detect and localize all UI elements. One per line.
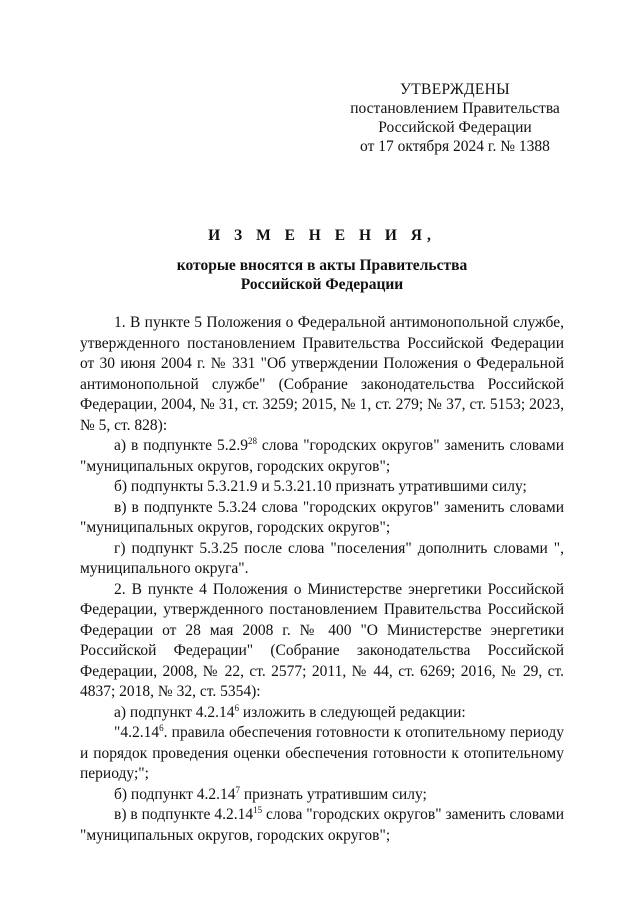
title-main: И З М Е Н Е Н И Я, [208, 227, 436, 244]
paragraph-text: "4.2.14 [114, 724, 160, 741]
paragraph [80, 477, 564, 498]
title-sub-2: Российской Федерации [240, 276, 404, 293]
superscript: 15 [253, 804, 263, 815]
paragraph [80, 498, 564, 539]
paragraph [80, 723, 564, 785]
paragraph-text: 1. В пункте 5 Положения о Федеральной антимонопольной службе, утвержденного постановлением Правительства Российской Федерации от 30 июня 2004 г. № 331 "Об утверждении Положения о Федеральной антимонопольной службе" (Собрание законодательства Российской Федерации, 2004, № 31, ст. 3259; 2015, № 1, ст. 279; № 37, ст. 5153; 2023, № 5, ст. 828): [80, 314, 564, 434]
paragraph [80, 580, 564, 703]
paragraph-text-cont: признать утратившим силу; [239, 785, 427, 803]
paragraph-text: а) подпункт 4.2.14 [114, 703, 235, 721]
approval-line-3: от 17 октября 2024 г. № 1388 [360, 138, 550, 155]
paragraph [80, 785, 564, 806]
paragraph-text-cont: изложить в следующей редакции: [238, 703, 466, 721]
paragraph-text: в) в подпункте 5.3.24 слова "городских округов" заменить словами "муниципальных округов, городских округов"; [80, 498, 564, 536]
approval-line-2: Российской Федерации [378, 119, 532, 136]
document-body [80, 313, 564, 846]
paragraph-text: 2. В пункте 4 Положения о Министерстве энергетики Российской Федерации, утвержденного постановлением Правительства Российской Федерации от 28 мая 2008 г. № 400 "О Министерстве энергетики Российской Федерации" (Собрание законодательства Российской Федерации, 2008, № 22, ст. 2577; 2011, № 44, ст. 6269; 2016, № 29, ст. 4837; 2018, № 32, ст. 5354): [80, 580, 564, 700]
title-sub-1: которые вносятся в акты Правительства [176, 257, 468, 274]
superscript: 28 [247, 435, 257, 446]
superscript: 7 [235, 784, 240, 795]
paragraph [80, 313, 564, 436]
paragraph [80, 805, 564, 846]
approval-heading: УТВЕРЖДЕНЫ [400, 81, 510, 98]
paragraph-text-cont: слова "городских округов" заменить словами "муниципальных округов, городских округов"; [80, 806, 564, 844]
approval-line-1: постановлением Правительства [350, 100, 560, 117]
document-title [80, 226, 564, 294]
paragraph-text: б) подпункты 5.3.21.9 и 5.3.21.10 признать утратившими силу; [114, 478, 527, 495]
paragraph-text-cont: слова "городских округов" заменить словами "муниципальных округов, городских округов"; [80, 437, 564, 475]
superscript: 6 [159, 722, 164, 733]
paragraph [80, 703, 564, 724]
paragraph [80, 436, 564, 477]
paragraph-text: а) в подпункте 5.2.9 [114, 437, 248, 454]
paragraph-text: в) в подпункте 4.2.14 [114, 806, 254, 823]
paragraph-text: б) подпункт 4.2.14 [114, 785, 236, 803]
approval-stamp [330, 80, 580, 156]
paragraph-text: г) подпункт 5.3.25 после слова "поселения" дополнить словами ", муниципального округа". [80, 539, 564, 577]
superscript: 6 [234, 702, 239, 713]
paragraph-text-cont: . правила обеспечения готовности к отопительному периоду и порядок проведения оценки обеспечения готовности к отопительному периоду;"; [80, 724, 564, 782]
paragraph [80, 539, 564, 580]
